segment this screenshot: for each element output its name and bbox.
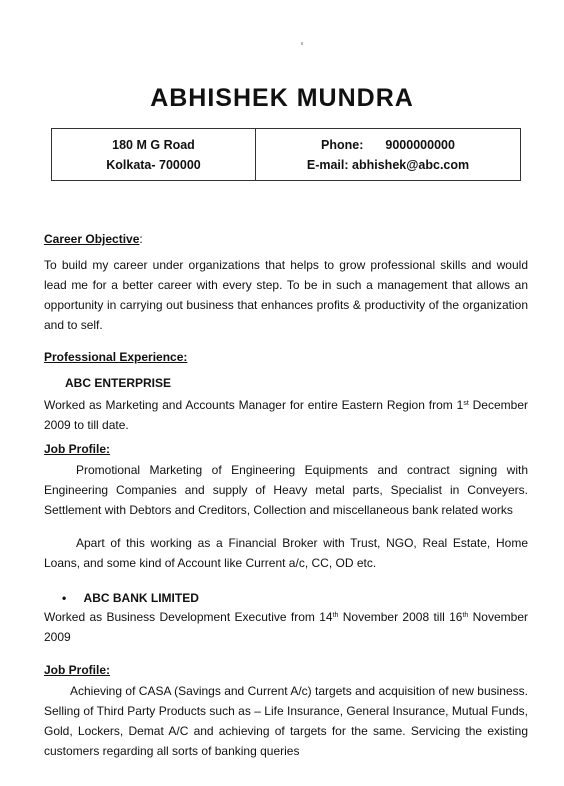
job1-description (44, 395, 528, 435)
phone-label: Phone: (321, 137, 364, 152)
email-line (307, 155, 469, 175)
job1-desc-text-end: December 2009 to till date. (44, 398, 528, 432)
bullet-icon: • (62, 591, 67, 605)
phone-value: 9000000000 (385, 137, 455, 152)
phone-line (321, 135, 455, 155)
job2-desc-text: Worked as Business Development Executive from 14 (44, 610, 333, 624)
job2-profile-heading: Job Profile: (44, 663, 111, 677)
address-line-2: Kolkata- 700000 (106, 157, 201, 172)
job1-desc-text: Worked as Marketing and Accounts Manager for entire Eastern Region from 1 (44, 398, 464, 412)
job1-profile-text: Promotional Marketing of Engineering Equipments and contract signing with Engineering Companies and supply of Heavy metal parts, Specialist in Conveyers. Settlement with Debtors and Creditors, Collection and miscellaneous bank related works (44, 463, 528, 517)
contact-cell (255, 129, 520, 180)
career-objective-heading: Career Objective (44, 232, 140, 246)
job2-desc-text-end: November 2009 (44, 610, 528, 644)
career-objective-heading-line (44, 229, 528, 249)
address-cell (52, 129, 255, 180)
candidate-name: ABHISHEK MUNDRA (150, 84, 414, 112)
job2-description (44, 607, 528, 647)
email-label: E-mail: (306, 157, 349, 172)
job1-desc-sup: st (463, 400, 469, 407)
address-line-1: 180 M G Road (112, 137, 195, 152)
job2-desc-sup-2: th (462, 612, 469, 619)
career-objective-text: To build my career under organizations that helps to grow professional skills and would lead me for a better career with every step. To be in such a management that allows an opportunity in carrying out business that enhances profits & productivity of the organization and to self. (44, 258, 528, 332)
job1-extra-text: Apart of this working as a Financial Broker with Trust, NGO, Real Estate, Home Loans, and some kind of Account like Current a/c, CC, OD etc. (44, 536, 528, 570)
job1-profile-heading: Job Profile: (44, 442, 111, 456)
job2-profile-text: Achieving of CASA (Savings and Current A/c) targets and acquisition of new business. Selling of Third Party Products such as – Life Insurance, General Insurance, Mutual Funds, Gold, Lockers, Demat A/C and achieving of targets for the same. Servicing the existing customers regarding all sorts of banking queries (44, 684, 528, 758)
job2-desc-sup-1: th (332, 612, 339, 619)
career-objective-colon: : (139, 232, 143, 246)
job2-desc-text-mid: November 2008 till 16 (338, 610, 463, 624)
scan-mark (301, 42, 303, 45)
company-abc-bank-line (62, 588, 362, 608)
email-value[interactable]: abhishek@abc.com (352, 157, 470, 172)
company-abc-enterprise: ABC ENTERPRISE (65, 376, 172, 390)
professional-experience-heading: Professional Experience: (44, 350, 188, 364)
contact-box (51, 128, 521, 181)
company-abc-bank: ABC BANK LIMITED (83, 591, 199, 605)
